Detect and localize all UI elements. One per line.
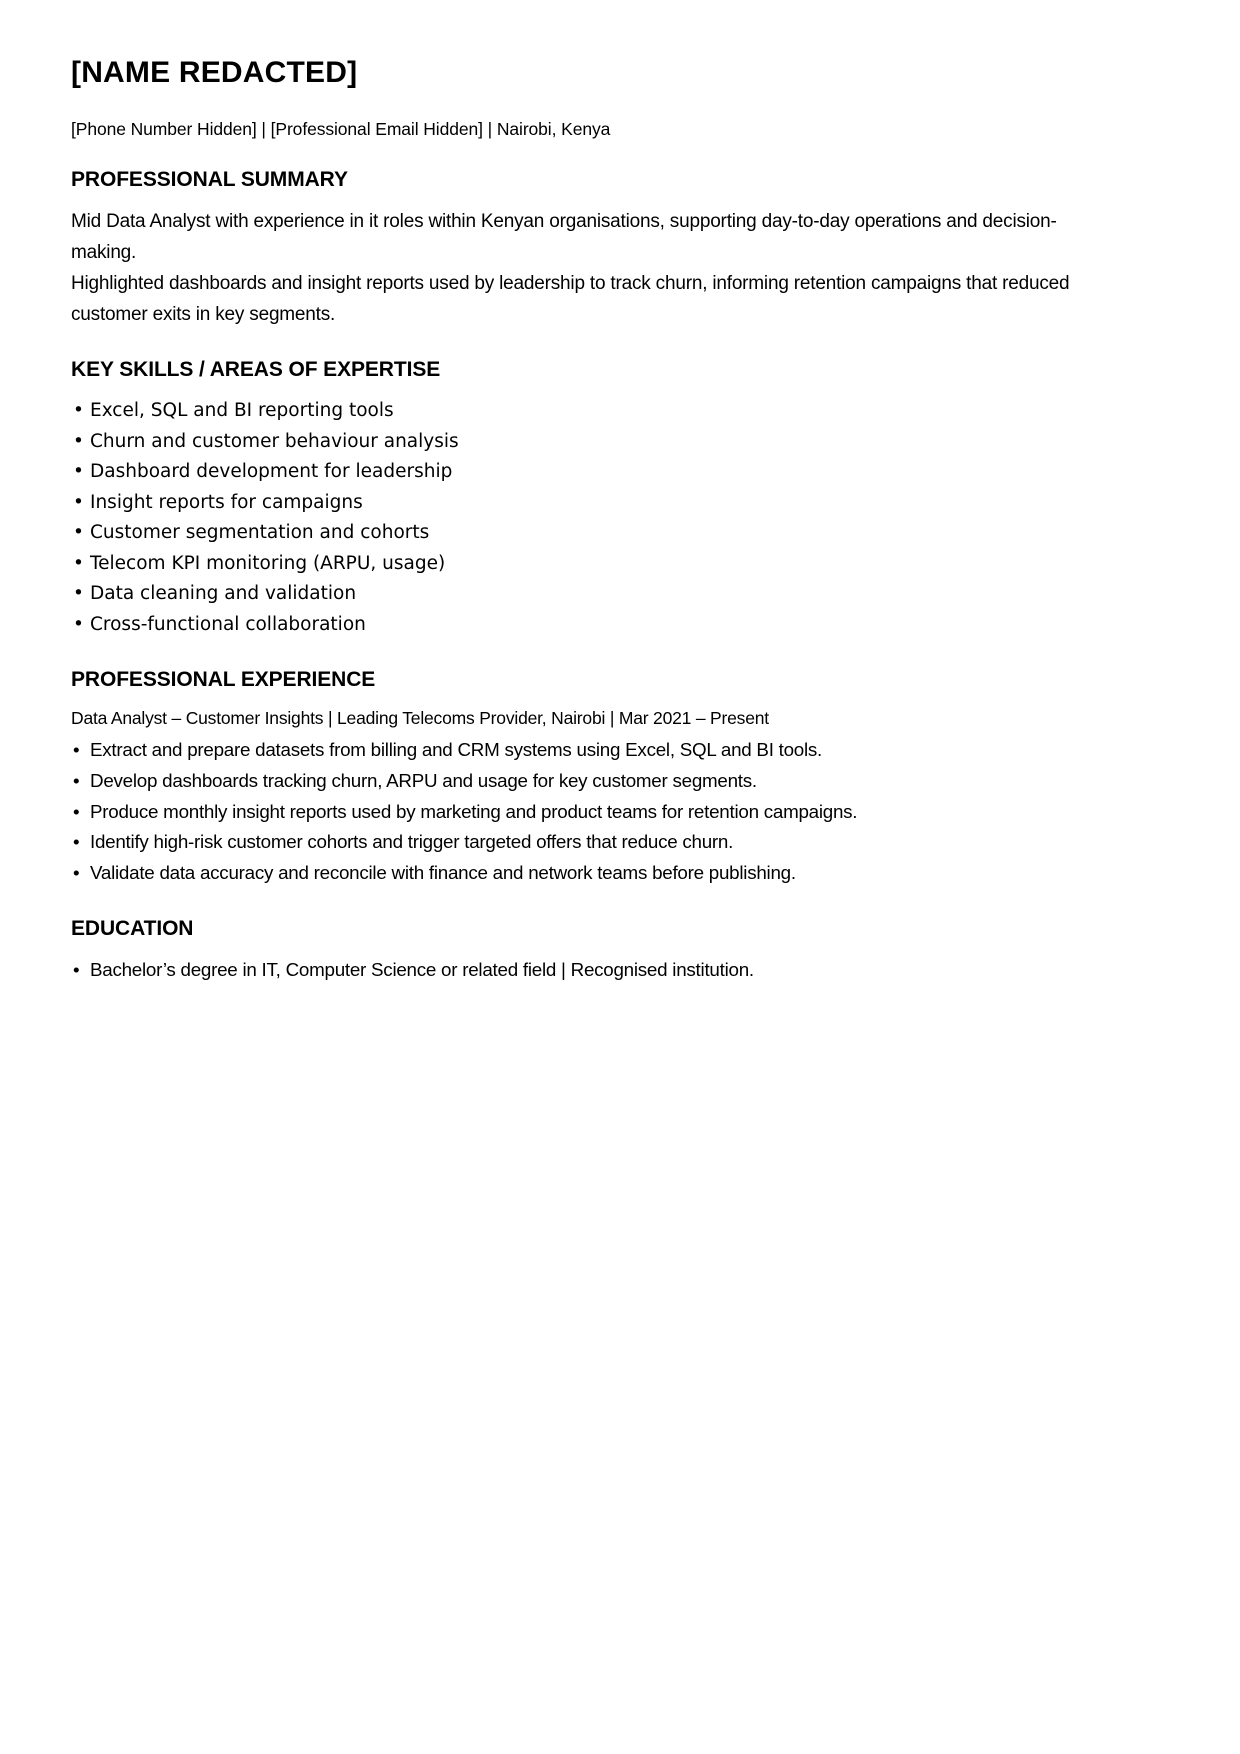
skill-item: • Excel, SQL and BI reporting tools <box>71 396 1111 427</box>
skill-item: • Telecom KPI monitoring (ARPU, usage) <box>71 549 1111 580</box>
section-key-skills <box>71 357 1111 640</box>
section-professional-experience <box>71 667 1111 889</box>
section-education <box>71 916 1111 986</box>
experience-item: • Identify high-risk customer cohorts and trigger targeted offers that reduce churn. <box>71 827 1111 858</box>
skill-item: • Dashboard development for leadership <box>71 457 1111 488</box>
summary-heading: PROFESSIONAL SUMMARY <box>71 168 348 191</box>
skills-list <box>71 396 1111 640</box>
experience-role-line: Data Analyst – Customer Insights | Leading Telecoms Provider, Nairobi | Mar 2021 – Present <box>71 708 769 728</box>
experience-list <box>71 735 1111 889</box>
education-heading: EDUCATION <box>71 916 194 940</box>
resume-content <box>71 56 1111 986</box>
education-list <box>71 955 1111 986</box>
skill-item: • Insight reports for campaigns <box>71 488 1111 519</box>
experience-item: • Produce monthly insight reports used by marketing and product teams for retention campaigns. <box>71 797 1111 828</box>
experience-item: • Extract and prepare datasets from billing and CRM systems using Excel, SQL and BI tools. <box>71 735 1111 766</box>
skill-item: • Churn and customer behaviour analysis <box>71 427 1111 458</box>
experience-item: • Validate data accuracy and reconcile with finance and network teams before publishing. <box>71 858 1111 889</box>
summary-paragraph-1: Mid Data Analyst with experience in it roles within Kenyan organisations, supporting day-to-day operations and decision-making. <box>71 211 1057 263</box>
education-item: • Bachelor’s degree in IT, Computer Science or related field | Recognised institution. <box>71 955 1111 986</box>
skill-item: • Data cleaning and validation <box>71 579 1111 610</box>
candidate-name: [NAME REDACTED] <box>71 56 358 89</box>
section-professional-summary <box>71 167 1111 330</box>
skill-item: • Customer segmentation and cohorts <box>71 518 1111 549</box>
experience-item: • Develop dashboards tracking churn, ARPU and usage for key customer segments. <box>71 766 1111 797</box>
contact-line: [Phone Number Hidden] | [Professional Email Hidden] | Nairobi, Kenya <box>71 119 611 139</box>
skill-item: • Cross-functional collaboration <box>71 610 1111 641</box>
skills-heading: KEY SKILLS / AREAS OF EXPERTISE <box>71 358 441 381</box>
summary-paragraph-2: Highlighted dashboards and insight reports used by leadership to track churn, informing retention campaigns that reduced customer exits in key segments. <box>71 273 1070 325</box>
experience-heading: PROFESSIONAL EXPERIENCE <box>71 668 376 691</box>
